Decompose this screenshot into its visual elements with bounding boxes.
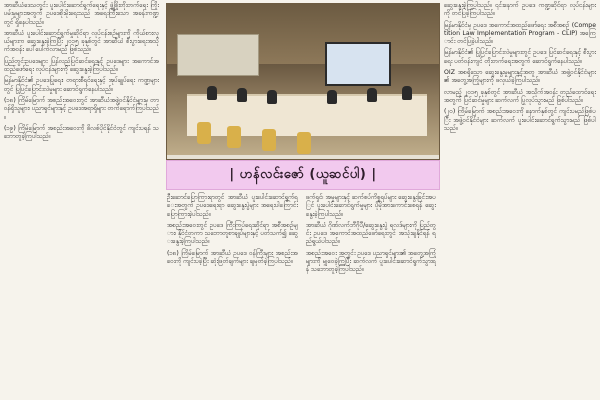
conference-table [187, 94, 427, 136]
paragraph: လာမည့် ၂၀၁၅ ခုနှစ်တွင် အာဆီယံ အသိုက်အဝန်း တည်ထောင်ရေးအတွက် ပြင်ဆင်မှုများ ဆက်လက် ပြုလုပ်သွားမည် ဖြစ်ပါသည်။ [444, 88, 596, 104]
conference-photo [166, 3, 440, 160]
delegate [237, 88, 247, 102]
paragraph: မြန်မာနိုင်ငံ၏ ဥပဒေပြုရေး၊ တရားစီရင်ရေးနှင့် အုပ်ချုပ်ရေး ကဏ္ဍများတွင် ပြုပြင်ပြောင်းလဲမှုများ ဆောင်ရွက်နေပါသည်။ [4, 77, 159, 93]
paragraph: အာဆီယံဒေသတွင်း ပူးပေါင်းဆောင်ရွက်ရေးနှင့် ဖွံ့ဖြိုးတိုးတက်ရေး ကြိုးပမ်းမှုများအတွက် ဥပဒေစိုးမိုးရေးသည် အရေးကြီးသော အခန်းကဏ္ဍတွင် ရှိနေပါသည်။ [4, 2, 159, 26]
paragraph: OIZ အစရှိသော ဆွေးနွေးမှုများနှင့်အတူ အာဆီယံ အဖွဲ့ဝင်နိုင်ငံများ၏ အတွေ့အကြုံများကို ဖလှယ်ခဲ့ကြပါသည်။ [444, 69, 596, 85]
delegate [267, 90, 277, 104]
article-column-center [302, 192, 440, 400]
paragraph: အာဆီယံ ပူးပေါင်းဆောင်ရွက်မှုဆိုင်ရာ လုပ်ငန်းစဉ်များကို ကိုယ်စားလှယ်များက ဆွေးနွေးခဲ့ကြပြီး ၂၀၁၅ ခုနှစ်တွင် အာဆီယံ စီးပွားရေးအသိုက်အဝန်း ပေါ်ပေါက်လာမည် ဖြစ်သည်။ [4, 29, 159, 54]
paragraph: ဦးဆောင်ပြောကြားရာတွင် အာဆီယံ ပူးပေါင်းဆောင်ရွက်ရေးအတွက် ဥပဒေရေးရာ ဆွေးနွေးပွဲများ အရေးပါကြောင်း ပြောကြားခဲ့ပါသည်။ [167, 194, 298, 218]
delegate [327, 90, 337, 104]
paragraph: (၁၈) ကြိမ်မြောက် အစည်းအဝေးတွင် အာဆီယံအဖွဲ့ဝင်နိုင်ငံများမှ တာဝန်ရှိသူများ၊ ပညာရှင်များနှင့် ဥပဒေအရာရှိများ တက်ရောက်ကြပါသည်။ [4, 96, 159, 121]
article-column-left [0, 0, 163, 400]
paragraph: (၁၈) ကြိမ်မြောက် အာဆီယံ ဥပဒေ ဝန်ကြီးများ အစည်းအဝေးကို ကျင်းပခဲ့ပြီး ဆုံးဖြတ်ချက်များ ချမှတ်ခဲ့ကြပါသည်။ [167, 249, 298, 266]
paragraph: မြန်မာနိုင်ငံမှ ဥပဒေ အကောင်အထည်ဖော်ရေး အစီအစဉ် (Competition Law Implementation Program - CLIP) အကြောင်း တင်ပြခဲ့ပါသည်။ [444, 21, 596, 46]
chair [297, 132, 311, 154]
paragraph: (၂၀) ကြိမ်မြောက် အစည်းအဝေးကို နောက်နှစ်တွင် ကျင်းပမည်ဖြစ်ပြီး အဖွဲ့ဝင်နိုင်ငံများ ဆက်လက် ပူးပေါင်းဆောင်ရွက်သွားမည် ဖြစ်ပါသည်။ [444, 108, 596, 132]
chair [262, 129, 276, 151]
chair [227, 126, 241, 148]
paragraph: (၁၉) ကြိမ်မြောက် အစည်းအဝေးကို ဖိလစ်ပိုင်နိုင်ငံတွင် ကျင်းပရန် သဘောတူခဲ့ကြပါသည်။ [4, 124, 159, 141]
paragraph: ဖက်ရှင်၊ အမှုများနှင့် ဆက်စပ်ကိစ္စရပ်များ ဆွေးနွေးခြင်းအပြင် ပူးပေါင်းဆောင်ရွက်မှုများ ပိုမိုအားကောင်းစေရန် ဆွေးနွေးခဲ့ကြပါသည်။ [306, 194, 436, 218]
projection-screen [325, 42, 391, 86]
article-column-middle [163, 192, 302, 400]
paragraph: မြန်မာနိုင်ငံ၏ ပြုပြင်ပြောင်းလဲမှုများတွင် ဥပဒေ ပြင်ဆင်ရေးနှင့် စီးပွားရေး ပတ်ဝန်းကျင် တိုးတက်ရေးအတွက် ဆောင်ရွက်နေပါသည်။ [444, 49, 596, 65]
caption-text: | ဟန်လင်းဇော် (ယူဆင်ပါ) | [229, 166, 377, 182]
paragraph: ဆွေးနွေးခဲ့ကြပါသည်။ ၎င်းနောက် ဥပဒေ ကဏ္ဍဆိုင်ရာ လုပ်ငန်းများကို တင်ပြခဲ့ကြပါသည်။ [444, 2, 596, 18]
photo-credit-caption [166, 160, 440, 190]
paragraph: အစည်းအဝေး အတွင်း ဥပဒေ ပညာရှင်များ၏ အတွေ့အကြုံများကို မျှဝေခဲ့ကြပြီး ဆက်လက် ပူးပေါင်းဆောင်ရွက်သွားရန် သဘောတူခဲ့ကြပါသည်။ [306, 249, 436, 274]
paragraph: အာဆီယံ ဂိုဏ်လက်ဘီဂိုပီ/ဆွေးနွေးပွဲ ရလဒ်များကို ပြည်တွင်း ဥပဒေ အကောင်အထည်ဖော်ရေးတွင် အသုံးချနိုင်ရန် ရည်ရွယ်ပါသည်။ [306, 221, 436, 246]
chair [197, 122, 211, 144]
delegate [207, 86, 217, 100]
paragraph: ပြည်တွင်းဥပဒေများ ပြန်လည်ပြင်ဆင်ရေးနှင့် ဥပဒေများ အကောင်အထည်ဖော်ရေး လုပ်ငန်းများကို ဆွေးနွေးခဲ့ကြပါသည်။ [4, 57, 159, 74]
delegate [402, 86, 412, 100]
paragraph: အစည်းအဝေးတွင် ဥပဒေ ကြီးကြပ်ရေးဆိုင်ရာ အစီအစဉ်များ၊ နိုင်ငံတကာ သဘောတူစာချုပ်များနှင့် ပတ်သက်၍ ဆွေးနွေးခဲ့ကြပါသည်။ [167, 221, 298, 246]
delegate [367, 88, 377, 102]
photo-banner [177, 34, 259, 76]
article-column-right [440, 0, 600, 400]
photo-floor [167, 155, 439, 159]
